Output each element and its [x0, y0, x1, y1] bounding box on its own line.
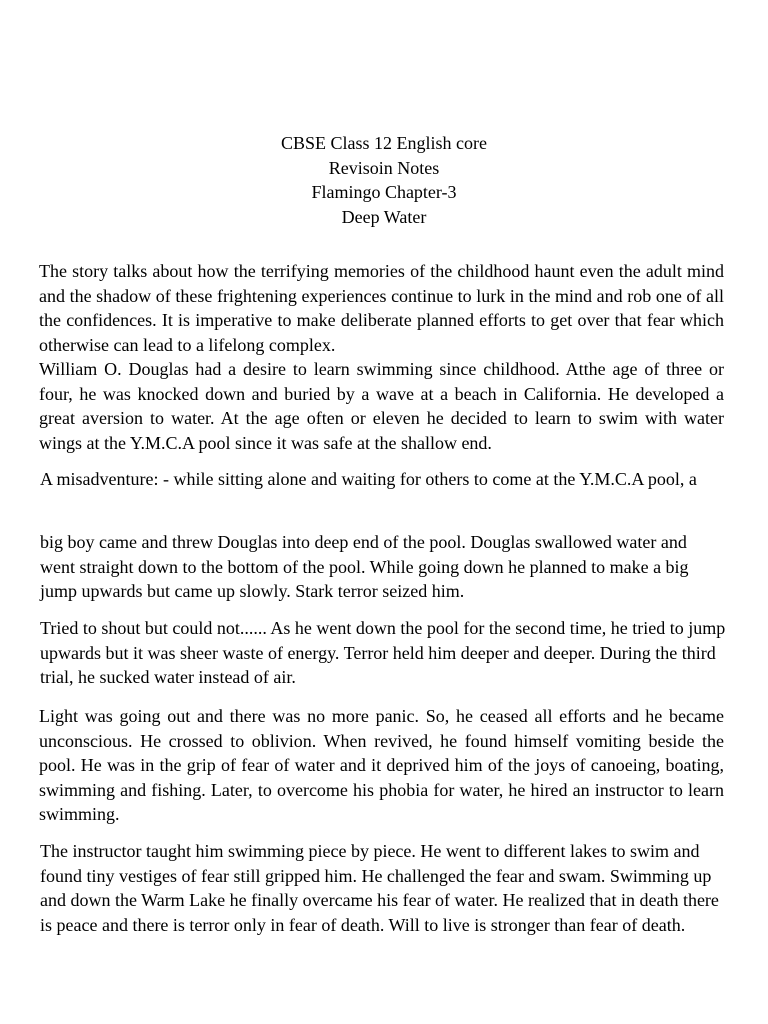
heading-subtitle: Revisoin Notes: [328, 157, 440, 178]
paragraph-overcoming-fear: The instructor taught him swimming piece by piece. He went to different lakes to swim and found tiny vestiges of fear still gripped him. He challenged the fear and swam. Swimming up and down the Warm Lake he finally overcame his fear of water. He realized that in death there is peace and there is terror only in fear of death. Will to live is stronger than fear of death.: [40, 841, 719, 935]
paragraph-struggle: Tried to shout but could not...... As he went down the pool for the second time, he tried to jump upwards but it was sheer waste of energy. Terror held him deeper and deeper. During the third trial, he sucked water instead of air.: [40, 618, 726, 687]
heading-course: CBSE Class 12 English core: [281, 133, 487, 153]
paragraph-thrown-in-pool: big boy came and threw Douglas into deep end of the pool. Douglas swallowed water and went straight down to the bottom of the pool. While going down he planned to make a big jump upwards but came up slowly. Stark terror seized him.: [40, 532, 689, 601]
paragraph-intro: The story talks about how the terrifying memories of the childhood haunt even the adult mind and the shadow of these frightening experiences continue to lurk in the mind and rob one of all the confidences. It is imperative to make deliberate planned efforts to get over that fear which otherwise can lead to a lifelong complex.: [39, 261, 724, 355]
paragraph-childhood: William O. Douglas had a desire to learn swimming since childhood. Atthe age of three or four, he was knocked down and buried by a wave at a beach in California. He developed a great aversion to water. At the age often or eleven he decided to learn to swim with water wings at the Y.M.C.A pool since it was safe at the shallow end.: [39, 359, 724, 453]
document-heading: [0, 131, 768, 229]
paragraph-unconscious: Light was going out and there was no more panic. So, he ceased all efforts and he became unconscious. He crossed to oblivion. When revived, he found himself vomiting beside the pool. He was in the grip of fear of water and it deprived him of the joys of canoeing, boating, swimming and fishing. Later, to overcome his phobia for water, he hired an instructor to learn swimming.: [39, 706, 724, 824]
heading-chapter: Flamingo Chapter-3: [311, 182, 457, 202]
paragraph-misadventure: A misadventure: - while sitting alone and waiting for others to come at the Y.M.C.A pool, a: [40, 469, 697, 489]
heading-title: Deep Water: [341, 206, 427, 227]
